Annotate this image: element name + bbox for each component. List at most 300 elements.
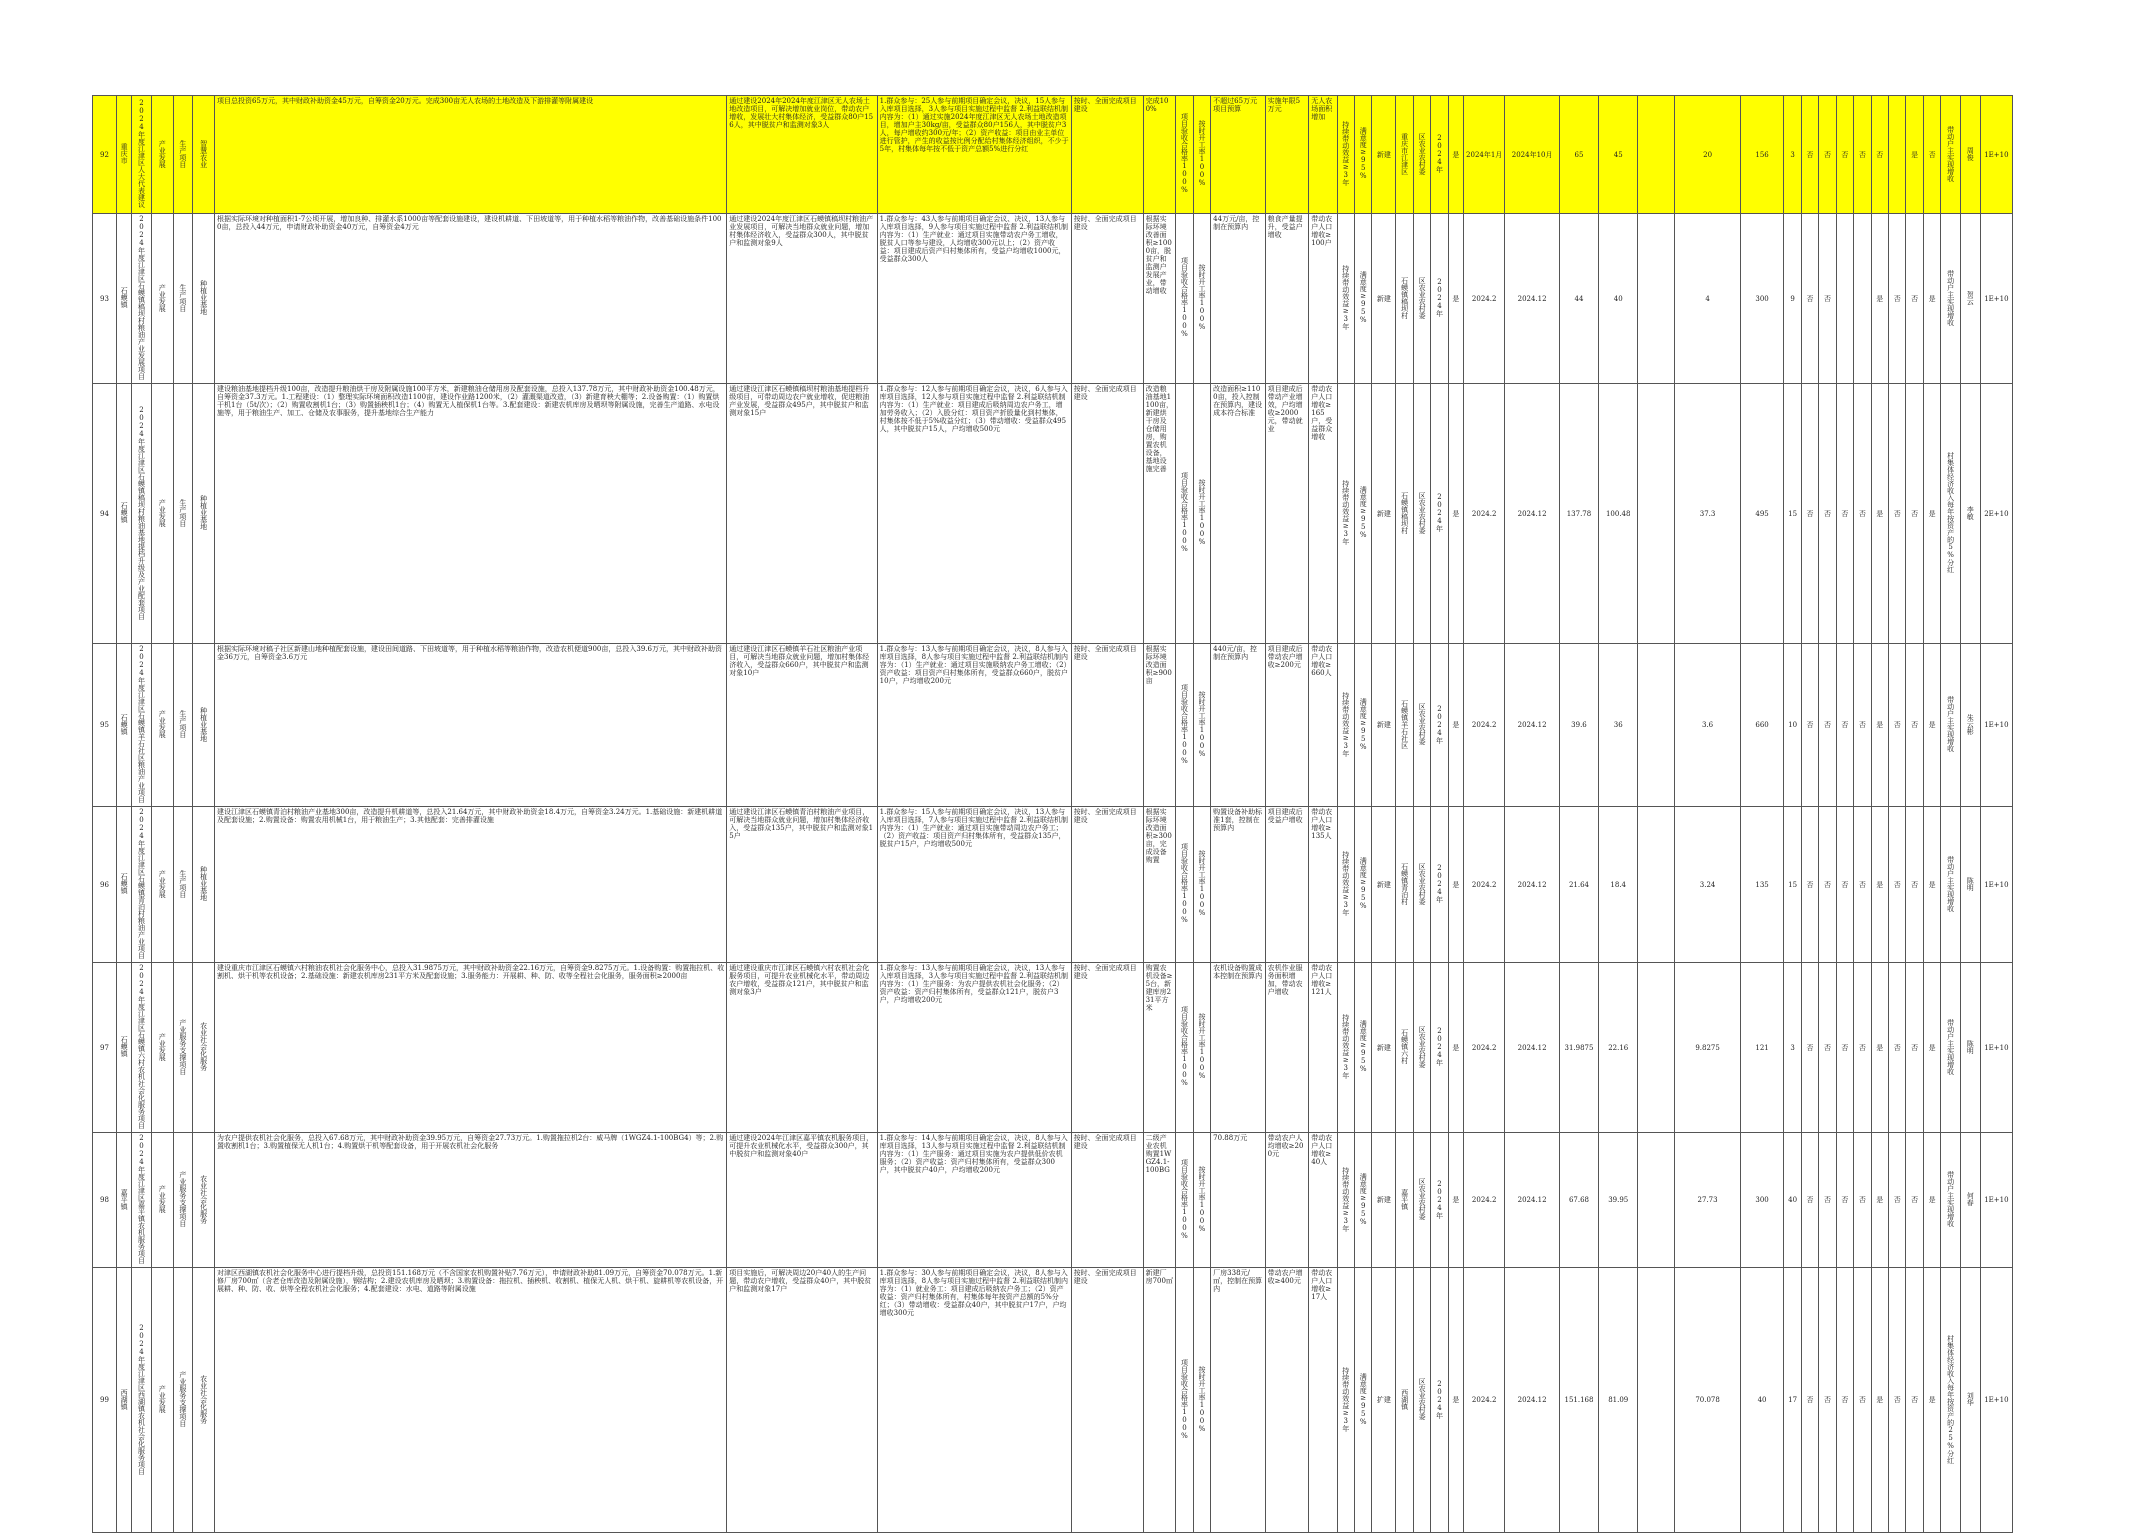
- fiscal-fund-cell: 39.95: [1599, 1133, 1638, 1268]
- flag-g-cell: 否: [1906, 1268, 1923, 1533]
- subtype-cell: [173, 963, 193, 1133]
- year-cell: [1431, 1268, 1448, 1533]
- contact-cell: [1960, 214, 1980, 384]
- flag-c-cell: 否: [1836, 96, 1853, 214]
- flag-d-cell: 否: [1854, 384, 1871, 644]
- indicator-cost-cell: 购置设备补助标准1套，控制在预算内: [1211, 807, 1265, 963]
- indicator-quality-cell: [1176, 1133, 1193, 1268]
- mechanism-cell: 1.群众参与：13人参与前期项目确定会议，决议，13人参与入库项目选择，3人参与项目实施过程中监督 2.利益联结机制内容为：（1）生产服务：为农户提供农机社会化服务；（2）资产收益：资产归村集体所有，受益群众121户，脱贫户3户，户均增收200元: [877, 963, 1071, 1133]
- year-cell: [1431, 96, 1448, 214]
- category-cell: [193, 384, 215, 644]
- flag-h-cell: 是: [1923, 384, 1940, 644]
- flag-a-cell: 否: [1801, 96, 1818, 214]
- content-cell: 对津区西湖镇农机社会化服务中心进行提档升级，总投资151.168万元（不含国家农机购置补贴7.76万元），申请财政补助81.09万元，自筹资金70.078万元。1.新修厂房700㎡（含老仓库改造及附属设施），钢结构；2.建设农机库房及晒坝；3.购置设备：拖拉机、插秧机、收割机、植保无人机、烘干机、旋耕机等农机设备，开展耕、种、防、收、烘等全程农机社会化服务；4.配套建设：水电、道路等附属设施: [215, 1268, 727, 1533]
- remark-cell-text: 带动户主实现增收: [1946, 1171, 1955, 1227]
- remark-cell: [1941, 96, 1961, 214]
- remark-cell: [1941, 1133, 1961, 1268]
- indicator-sustain-cell: [1337, 963, 1354, 1133]
- indicator-quality-cell-text: 项目验收合格率100%: [1180, 843, 1189, 924]
- content-cell: 为农户提供农机社会化服务，总投入67.68万元，其中财政补助资金39.95万元，自筹资金27.73万元。1.购置拖拉机2台：威马牌（1WGZ4.1-100BG4）等；2.购置收割机1台；3.购置植保无人机1台；4.购置烘干机等配套设备，用于开展农机社会化服务: [215, 1133, 727, 1268]
- year-cell: [1431, 214, 1448, 384]
- flag-h-cell: 是: [1923, 214, 1940, 384]
- build-type-cell: 新建: [1372, 807, 1396, 963]
- remark-cell-text: 村集体经济收入每年按资产的5%分红: [1946, 452, 1955, 573]
- subtype-cell: [173, 384, 193, 644]
- flag-e-cell: 是: [1871, 807, 1888, 963]
- indicator-social-cell: 带动农户人口增收≥660人: [1309, 644, 1337, 807]
- indicator-sustain-cell-text: 持续带动效益≥3年: [1341, 1366, 1350, 1432]
- unit-cell-text: 区农业农村委: [1418, 1378, 1427, 1420]
- content-cell: 根据实际环境对稿子社区新建山地种植配套设施，建设田间道路、下田坡道等，用于种植水稻等粮油作物，改造农机便道900亩，总投入39.6万元，其中财政补助资金36万元，自筹资金3.6万元: [215, 644, 727, 807]
- poor-beneficiaries-cell: 3: [1784, 963, 1801, 1133]
- indicator-sustain-cell: [1337, 1133, 1354, 1268]
- other-fund-cell: [1638, 644, 1675, 807]
- indicator-time-cell-text: 按时开工率100%: [1197, 690, 1206, 758]
- flag-g-cell: 否: [1906, 384, 1923, 644]
- location-cell: [1396, 644, 1413, 807]
- benefit-cell: 通过建设江津区石蟆镇羊石社区粮油产业项目，可解决当地群众就业问题，增加村集体经济收入，受益群众660户，其中脱贫户和监测对象10户: [727, 644, 877, 807]
- table-row: [93, 384, 2057, 644]
- project-name-cell-text: 2024年度江津区石蟆镇六村农机社会化服务项目: [137, 964, 146, 1129]
- content-cell: 建设重庆市江津区石蟆镇六村粮油农机社会化服务中心，总投入31.9875万元，其中财政补助资金22.16万元，自筹资金9.8275万元。1.设备购置：购置拖拉机、收割机、烘干机等农机设备；2.基础设施：新建农机库房231平方米及配套设施；3.服务能力：开展耕、种、防、收等全程社会化服务，服务面积≥2000亩: [215, 963, 727, 1133]
- contact-cell-text: 刘华: [1966, 1392, 1975, 1406]
- target-cell: 按时、全面完成项目建设: [1071, 963, 1143, 1133]
- indicator-social-cell: 带动农户人口增收≥40人: [1309, 1133, 1337, 1268]
- indicator-time-cell-text: 按时开工率100%: [1197, 1013, 1206, 1080]
- project-name-cell-text: 2024年度江津区石蟆镇稿坝村粮油产业发展项目: [137, 215, 146, 380]
- contact-cell-text: 何春: [1966, 1192, 1975, 1206]
- flag-cell: 是: [1448, 807, 1463, 963]
- contact-cell: [1960, 807, 1980, 963]
- project-name-cell-text: 2024年度江津区石蟆镇稿坝村粮油基地提档升级及产业配套项目: [137, 405, 146, 620]
- remark-cell-text: 带动户主实现增收: [1946, 855, 1955, 912]
- flag-b-cell: 否: [1819, 1268, 1836, 1533]
- year-cell: [1431, 807, 1448, 963]
- subtype-cell: [173, 1268, 193, 1533]
- type-cell: [151, 96, 173, 214]
- indicator-output-cell: 完成100%: [1143, 96, 1176, 214]
- indicator-economic-cell: 带动农户增收≥400元: [1265, 1268, 1309, 1533]
- phone-cell: 1E+10: [1980, 1133, 2013, 1268]
- content-cell: 项目总投资65万元，其中财政补助资金45万元，自筹资金20万元。完成300亩无人农场的土地改造及下游排灌等附属建设: [215, 96, 727, 214]
- type-cell: [151, 644, 173, 807]
- flag-cell: 是: [1448, 644, 1463, 807]
- year-cell-text: 2024年: [1435, 1379, 1444, 1419]
- flag-h-cell: 是: [1923, 1268, 1940, 1533]
- flag-cell: 是: [1448, 384, 1463, 644]
- table-row: [93, 1133, 2057, 1268]
- flag-cell: 是: [1448, 1268, 1463, 1533]
- remark-cell: [1941, 963, 1961, 1133]
- other-fund-cell: [1638, 1268, 1675, 1533]
- indicator-time-cell-text: 按时开工率100%: [1197, 120, 1206, 187]
- flag-a-cell: 否: [1801, 807, 1818, 963]
- contact-cell: [1960, 963, 1980, 1133]
- type-cell: [151, 963, 173, 1133]
- indicator-output-cell: 根据实际环境改造面积≥900亩: [1143, 644, 1176, 807]
- other-fund-cell: [1638, 214, 1675, 384]
- subtype-cell-text: 生产项目: [178, 498, 187, 527]
- fiscal-fund-cell: 18.4: [1599, 807, 1638, 963]
- flag-f-cell: [1888, 96, 1905, 214]
- indicator-economic-cell: 项目建成后受益户增收: [1265, 807, 1309, 963]
- poor-beneficiaries-cell: 9: [1784, 214, 1801, 384]
- indicator-economic-cell: 农机作业服务面积增加，带动农户增收: [1265, 963, 1309, 1133]
- indicator-satisfaction-cell: [1355, 963, 1372, 1133]
- build-type-cell: 新建: [1372, 384, 1396, 644]
- subtype-cell-text: 产业服务支撑项目: [178, 1371, 187, 1427]
- remark-cell: [1941, 644, 1961, 807]
- subtype-cell: [173, 644, 193, 807]
- contact-cell: [1960, 1133, 1980, 1268]
- year-cell: [1431, 384, 1448, 644]
- target-cell: 按时、全面完成项目建设: [1071, 214, 1143, 384]
- indicator-sustain-cell-text: 持续带动效益≥3年: [1341, 480, 1350, 545]
- build-type-cell: 新建: [1372, 644, 1396, 807]
- end-date-cell: 2024.12: [1505, 807, 1559, 963]
- location-cell: [1396, 1133, 1413, 1268]
- year-cell-text: 2024年: [1435, 134, 1444, 173]
- beneficiaries-cell: 300: [1740, 214, 1784, 384]
- indicator-sustain-cell: [1337, 96, 1354, 214]
- fiscal-fund-cell: 36: [1599, 644, 1638, 807]
- remark-cell-text: 带动户主实现增收: [1946, 696, 1955, 752]
- indicator-time-cell: [1193, 1268, 1210, 1533]
- self-fund-cell: 37.3: [1675, 384, 1740, 644]
- remark-cell: [1941, 214, 1961, 384]
- project-name-cell: [132, 807, 152, 963]
- beneficiaries-cell: 495: [1740, 384, 1784, 644]
- indicator-quality-cell: [1176, 963, 1193, 1133]
- indicator-time-cell: [1193, 963, 1210, 1133]
- indicator-satisfaction-cell: [1355, 384, 1372, 644]
- category-cell: [193, 963, 215, 1133]
- indicator-sustain-cell: [1337, 807, 1354, 963]
- year-cell: [1431, 1133, 1448, 1268]
- table-row: [93, 807, 2057, 963]
- other-fund-cell: [1638, 96, 1675, 214]
- category-cell-text: 农业社会化服务: [199, 1374, 208, 1424]
- self-fund-cell: 20: [1675, 96, 1740, 214]
- category-cell-text: 种植业基地: [199, 280, 208, 315]
- project-name-cell: [132, 1133, 152, 1268]
- build-type-cell: 新建: [1372, 96, 1396, 214]
- start-date-cell: 2024.2: [1463, 1133, 1504, 1268]
- beneficiaries-cell: 135: [1740, 807, 1784, 963]
- flag-a-cell: 否: [1801, 1133, 1818, 1268]
- phone-cell: 1E+10: [1980, 214, 2013, 384]
- remark-cell-text: 带动户主实现增收: [1946, 1018, 1955, 1075]
- self-fund-cell: 27.73: [1675, 1133, 1740, 1268]
- project-name-cell: [132, 963, 152, 1133]
- indicator-output-cell: 二级产业农机购置1WGZ4.1-100BG: [1143, 1133, 1176, 1268]
- indicator-time-cell: [1193, 644, 1210, 807]
- remark-cell-text: 村集体经济收入每年按资产的25%分红: [1946, 1334, 1955, 1464]
- unit-cell: [1413, 96, 1430, 214]
- total-invest-cell: 65: [1559, 96, 1598, 214]
- project-name-cell-text: 2024年度江津区嘉平镇农机服务项目: [137, 1134, 146, 1264]
- category-cell-text: 农业社会化服务: [199, 1174, 208, 1224]
- flag-f-cell: 否: [1888, 214, 1905, 384]
- subtype-cell-text: 产业服务支撑项目: [178, 1018, 187, 1075]
- beneficiaries-cell: 121: [1740, 963, 1784, 1133]
- flag-cell: 是: [1448, 214, 1463, 384]
- indicator-time-cell-text: 按时开工率100%: [1197, 264, 1206, 331]
- flag-g-cell: 是: [1906, 96, 1923, 214]
- phone-cell: 1E+10: [1980, 644, 2013, 807]
- location-cell: [1396, 96, 1413, 214]
- year-cell-text: 2024年: [1435, 864, 1444, 903]
- poor-beneficiaries-cell: 17: [1784, 1268, 1801, 1533]
- indicator-time-cell: [1193, 96, 1210, 214]
- flag-c-cell: 否: [1836, 384, 1853, 644]
- other-fund-cell: [1638, 384, 1675, 644]
- self-fund-cell: 3.6: [1675, 644, 1740, 807]
- flag-h-cell: 是: [1923, 644, 1940, 807]
- indicator-sustain-cell: [1337, 384, 1354, 644]
- flag-h-cell: 是: [1923, 1133, 1940, 1268]
- start-date-cell: 2024.2: [1463, 807, 1504, 963]
- indicator-quality-cell-text: 项目验收合格率100%: [1180, 683, 1189, 765]
- flag-b-cell: 否: [1819, 1133, 1836, 1268]
- type-cell: [151, 807, 173, 963]
- fiscal-fund-cell: 45: [1599, 96, 1638, 214]
- category-cell-text: 种植业基地: [199, 706, 208, 742]
- flag-f-cell: 否: [1888, 384, 1905, 644]
- flag-b-cell: 否: [1819, 96, 1836, 214]
- flag-h-cell: 是: [1923, 807, 1940, 963]
- flag-cell: 是: [1448, 96, 1463, 214]
- location-cell: [1396, 963, 1413, 1133]
- flag-h-cell: 否: [1923, 96, 1940, 214]
- poor-beneficiaries-cell: 15: [1784, 807, 1801, 963]
- type-cell-text: 产业发展: [158, 1385, 167, 1413]
- subtype-cell-text: 生产项目: [178, 283, 187, 312]
- category-cell: [193, 807, 215, 963]
- flag-b-cell: 否: [1819, 384, 1836, 644]
- town-cell: [116, 807, 131, 963]
- indicator-cost-cell: 农机设备购置成本控制在预算内: [1211, 963, 1265, 1133]
- start-date-cell: 2024年1月: [1463, 96, 1504, 214]
- content-cell: 根据实际环境对种植面积1-7公顷开展，增加良种、排灌水系1000亩等配套设施建设，建设机耕道、下田坡道等，用于种植水稻等粮油作物，改善基础设施条件1000亩，总投入44万元，申请财政补助资金40万元，自筹资金4万元: [215, 214, 727, 384]
- end-date-cell: 2024.12: [1505, 214, 1559, 384]
- content-cell: 建设江津区石蟆镇青泊村粮油产业基地300亩，改造提升机耕道等，总投入21.64万元，其中财政补助资金18.4万元，自筹资金3.24万元。1.基础设施：新建机耕道及配套设施；2.购置设备：购置农用机械1台，用于粮油生产；3.其他配套：完善排灌设施: [215, 807, 727, 963]
- benefit-cell: 通过建设江津区石蟆镇青泊村粮油产业项目，可解决当地群众就业问题，增加村集体经济收入，受益群众135户，其中脱贫户和监测对象15户: [727, 807, 877, 963]
- town-cell-text: 重庆市: [120, 143, 129, 164]
- flag-d-cell: 否: [1854, 1133, 1871, 1268]
- project-name-cell: [132, 644, 152, 807]
- type-cell-text: 产业发展: [158, 283, 167, 312]
- target-cell: 按时、全面完成项目建设: [1071, 384, 1143, 644]
- beneficiaries-cell: 660: [1740, 644, 1784, 807]
- indicator-quality-cell: [1176, 214, 1193, 384]
- indicator-time-cell: [1193, 807, 1210, 963]
- flag-c-cell: [1836, 214, 1853, 384]
- flag-e-cell: 是: [1871, 644, 1888, 807]
- contact-cell: [1960, 644, 1980, 807]
- indicator-time-cell: [1193, 214, 1210, 384]
- type-cell-text: 产业发展: [158, 139, 167, 168]
- indicator-social-cell: 带动农户人口增收≥121人: [1309, 963, 1337, 1133]
- location-cell: [1396, 384, 1413, 644]
- poor-beneficiaries-cell: 10: [1784, 644, 1801, 807]
- flag-g-cell: 否: [1906, 214, 1923, 384]
- target-cell: 按时、全面完成项目建设: [1071, 807, 1143, 963]
- town-cell: [116, 644, 131, 807]
- indicator-sustain-cell-text: 持续带动效益≥3年: [1341, 265, 1350, 330]
- flag-b-cell: 否: [1819, 214, 1836, 384]
- category-cell-text: 智慧农业: [199, 139, 208, 168]
- flag-c-cell: 否: [1836, 807, 1853, 963]
- indicator-output-cell: 改造粮油基地1100亩，新建烘干房及仓储用房，购置农机设备，基地设施完善: [1143, 384, 1176, 644]
- indicator-social-cell: 带动农户人口增收≥165户，受益群众增收: [1309, 384, 1337, 644]
- flag-f-cell: 否: [1888, 963, 1905, 1133]
- flag-f-cell: 否: [1888, 1133, 1905, 1268]
- indicator-quality-cell-text: 项目验收合格率100%: [1180, 113, 1189, 194]
- remark-cell-text: 带动户主实现增收: [1946, 125, 1955, 182]
- type-cell-text: 产业发展: [158, 498, 167, 527]
- flag-f-cell: 否: [1888, 807, 1905, 963]
- total-invest-cell: 67.68: [1559, 1133, 1598, 1268]
- indicator-social-cell: 带动农户人口增收≥135人: [1309, 807, 1337, 963]
- flag-e-cell: 是: [1871, 963, 1888, 1133]
- year-cell-text: 2024年: [1435, 1027, 1444, 1066]
- total-invest-cell: 151.168: [1559, 1268, 1598, 1533]
- location-cell-text: 石蟆镇羊石社区: [1400, 699, 1409, 749]
- indicator-output-cell: 根据实际环境改善面积≥1000亩，脱贫户和监测户发展产业，带动增收: [1143, 214, 1176, 384]
- contact-cell: [1960, 96, 1980, 214]
- contact-cell: [1960, 384, 1980, 644]
- town-cell: [116, 384, 131, 644]
- flag-e-cell: 是: [1871, 214, 1888, 384]
- indicator-quality-cell: [1176, 644, 1193, 807]
- indicator-quality-cell-text: 项目验收合格率100%: [1180, 472, 1189, 553]
- indicator-satisfaction-cell-text: 满意度≥95%: [1359, 857, 1368, 910]
- indicator-output-cell: 根据实际环境改造面积≥300亩，完成设备购置: [1143, 807, 1176, 963]
- total-invest-cell: 137.78: [1559, 384, 1598, 644]
- flag-c-cell: 否: [1836, 644, 1853, 807]
- indicator-satisfaction-cell: [1355, 1268, 1372, 1533]
- project-name-cell: [132, 96, 152, 214]
- indicator-satisfaction-cell-text: 满意度≥95%: [1359, 1372, 1368, 1426]
- unit-cell-text: 区农业农村委: [1418, 703, 1427, 745]
- mechanism-cell: 1.群众参与：43人参与前期项目确定会议、决议，13人参与入库项目选择，9人参与项目实施过程中监督 2.利益联结机制内容为：（1）生产就业：通过项目实施带动农户务工增收，脱贫人口等参与建设，人均增收300元以上；（2）资产收益：项目建成后资产归村集体所有，受益户均增收1000元，受益群众300人: [877, 214, 1071, 384]
- location-cell: [1396, 1268, 1413, 1533]
- row-number: 99: [93, 1268, 117, 1533]
- mechanism-cell: 1.群众参与：25人参与前期项目确定会议，决议，15人参与入库项目选择，3人参与项目实施过程中监督 2.利益联结机制内容为：（1）通过实施2024年度江津区无人农场土地改造项目，增加户主30kg/亩，受益群众80户156人，其中脱贫户3人，每户增收约300元/年；（2）资产收益：项目由业主单位进行管护，产生的收益按比例分配给村集体经济组织，不少于5年，村集体每年按不低于资产总额5%进行分红: [877, 96, 1071, 214]
- indicator-sustain-cell-text: 持续带动效益≥3年: [1341, 851, 1350, 916]
- town-cell-text: 石蟆镇: [120, 1036, 129, 1057]
- indicator-satisfaction-cell: [1355, 96, 1372, 214]
- row-number: 94: [93, 384, 117, 644]
- flag-d-cell: 否: [1854, 1268, 1871, 1533]
- flag-g-cell: 否: [1906, 644, 1923, 807]
- location-cell: [1396, 807, 1413, 963]
- flag-d-cell: 否: [1854, 644, 1871, 807]
- table-row: [93, 96, 2057, 214]
- town-cell-text: 石蟆镇: [120, 287, 129, 308]
- unit-cell: [1413, 1268, 1430, 1533]
- subtype-cell: [173, 96, 193, 214]
- unit-cell: [1413, 214, 1430, 384]
- location-cell-text: 石蟆镇稿坝村: [1400, 276, 1409, 319]
- indicator-cost-cell: 70.88万元: [1211, 1133, 1265, 1268]
- subtype-cell-text: 生产项目: [178, 710, 187, 738]
- fiscal-fund-cell: 40: [1599, 214, 1638, 384]
- content-cell: 建设粮油基地提档升级100亩，改造提升粮油烘干房及附属设施100平方米，新建粮油仓储用房及配套设施，总投入137.78万元，其中财政补助资金100.48万元，自筹资金37.3万元。1.工程建设：（1）整理实际环境面积改造1100亩，建设作业路1200米，（2）灌溉渠道改造，（3）新建育秧大棚等；2.设备购置：（1）购置烘干机1台（5t/次）；（2）购置收割机1台；（3）购置插秧机1台；（4）购置无人植保机1台等。3.配套建设：新建农机库房及晒坝等附属设施，完善生产道路、水电设施等，用于粮油生产、加工、仓储及农事服务，提升基地综合生产能力: [215, 384, 727, 644]
- indicator-cost-cell: 440元/亩，控制在预算内: [1211, 644, 1265, 807]
- table-row: [93, 1268, 2057, 1533]
- flag-e-cell: 是: [1871, 1133, 1888, 1268]
- location-cell-text: 石蟆镇青泊村: [1400, 862, 1409, 905]
- self-fund-cell: 9.8275: [1675, 963, 1740, 1133]
- end-date-cell: 2024.12: [1505, 1268, 1559, 1533]
- indicator-time-cell: [1193, 384, 1210, 644]
- row-number: 95: [93, 644, 117, 807]
- total-invest-cell: 39.6: [1559, 644, 1598, 807]
- indicator-satisfaction-cell-text: 满意度≥95%: [1359, 486, 1368, 539]
- indicator-quality-cell: [1176, 1268, 1193, 1533]
- location-cell-text: 重庆市江津区: [1400, 132, 1409, 175]
- subtype-cell: [173, 807, 193, 963]
- target-cell: 按时、全面完成项目建设: [1071, 1133, 1143, 1268]
- town-cell-text: 石蟆镇: [120, 713, 129, 735]
- indicator-time-cell-text: 按时开工率100%: [1197, 479, 1206, 546]
- indicator-economic-cell: 项目建成后带动产业增效，户均增收≥2000元，带动就业: [1265, 384, 1309, 644]
- end-date-cell: 2024.12: [1505, 963, 1559, 1133]
- category-cell-text: 种植业基地: [199, 866, 208, 901]
- town-cell-text: 石蟆镇: [120, 502, 129, 523]
- indicator-economic-cell: 带动农户人均增收≥200元: [1265, 1133, 1309, 1268]
- unit-cell-text: 区农业农村委: [1418, 491, 1427, 534]
- self-fund-cell: 4: [1675, 214, 1740, 384]
- year-cell: [1431, 644, 1448, 807]
- total-invest-cell: 44: [1559, 214, 1598, 384]
- flag-g-cell: 否: [1906, 963, 1923, 1133]
- start-date-cell: 2024.2: [1463, 644, 1504, 807]
- build-type-cell: 扩建: [1372, 1268, 1396, 1533]
- table-row: [93, 214, 2057, 384]
- indicator-economic-cell: 粮食产量提升，受益户增收: [1265, 214, 1309, 384]
- project-name-cell-text: 2024年度江津区人大代表建议: [137, 99, 146, 208]
- indicator-social-cell: 带动农户人口增收≥17人: [1309, 1268, 1337, 1533]
- fiscal-fund-cell: 81.09: [1599, 1268, 1638, 1533]
- location-cell-text: 嘉平镇: [1400, 1188, 1409, 1210]
- table-row: [93, 963, 2057, 1133]
- project-name-cell-text: 2024年度江津区石蟆镇羊石社区粮油产业项目: [137, 645, 146, 803]
- indicator-social-cell: 带动农户人口增收≥100户: [1309, 214, 1337, 384]
- project-name-cell: [132, 214, 152, 384]
- flag-d-cell: 否: [1854, 963, 1871, 1133]
- unit-cell-text: 区农业农村委: [1418, 276, 1427, 319]
- benefit-cell: 通过建设2024年度江津区石蟆镇稿坝村粮油产业发展项目，可解决当地群众就业问题，增加村集体经济收入，受益群众300人，其中脱贫户和监测对象9人: [727, 214, 877, 384]
- contact-cell-text: 陈明: [1966, 876, 1975, 891]
- unit-cell: [1413, 807, 1430, 963]
- category-cell: [193, 1133, 215, 1268]
- indicator-cost-cell: 改造面积≥1100亩，投入控制在预算内，建设成本符合标准: [1211, 384, 1265, 644]
- flag-d-cell: 否: [1854, 96, 1871, 214]
- phone-cell: 2E+10: [1980, 384, 2013, 644]
- indicator-quality-cell: [1176, 807, 1193, 963]
- poor-beneficiaries-cell: 40: [1784, 1133, 1801, 1268]
- category-cell-text: 种植业基地: [199, 495, 208, 530]
- phone-cell: 1E+10: [1980, 807, 2013, 963]
- contact-cell-text: 贺云: [1966, 290, 1975, 305]
- flag-h-cell: 是: [1923, 963, 1940, 1133]
- type-cell-text: 产业发展: [158, 1185, 167, 1213]
- indicator-satisfaction-cell-text: 满意度≥95%: [1359, 697, 1368, 751]
- target-cell: 按时、全面完成项目建设: [1071, 644, 1143, 807]
